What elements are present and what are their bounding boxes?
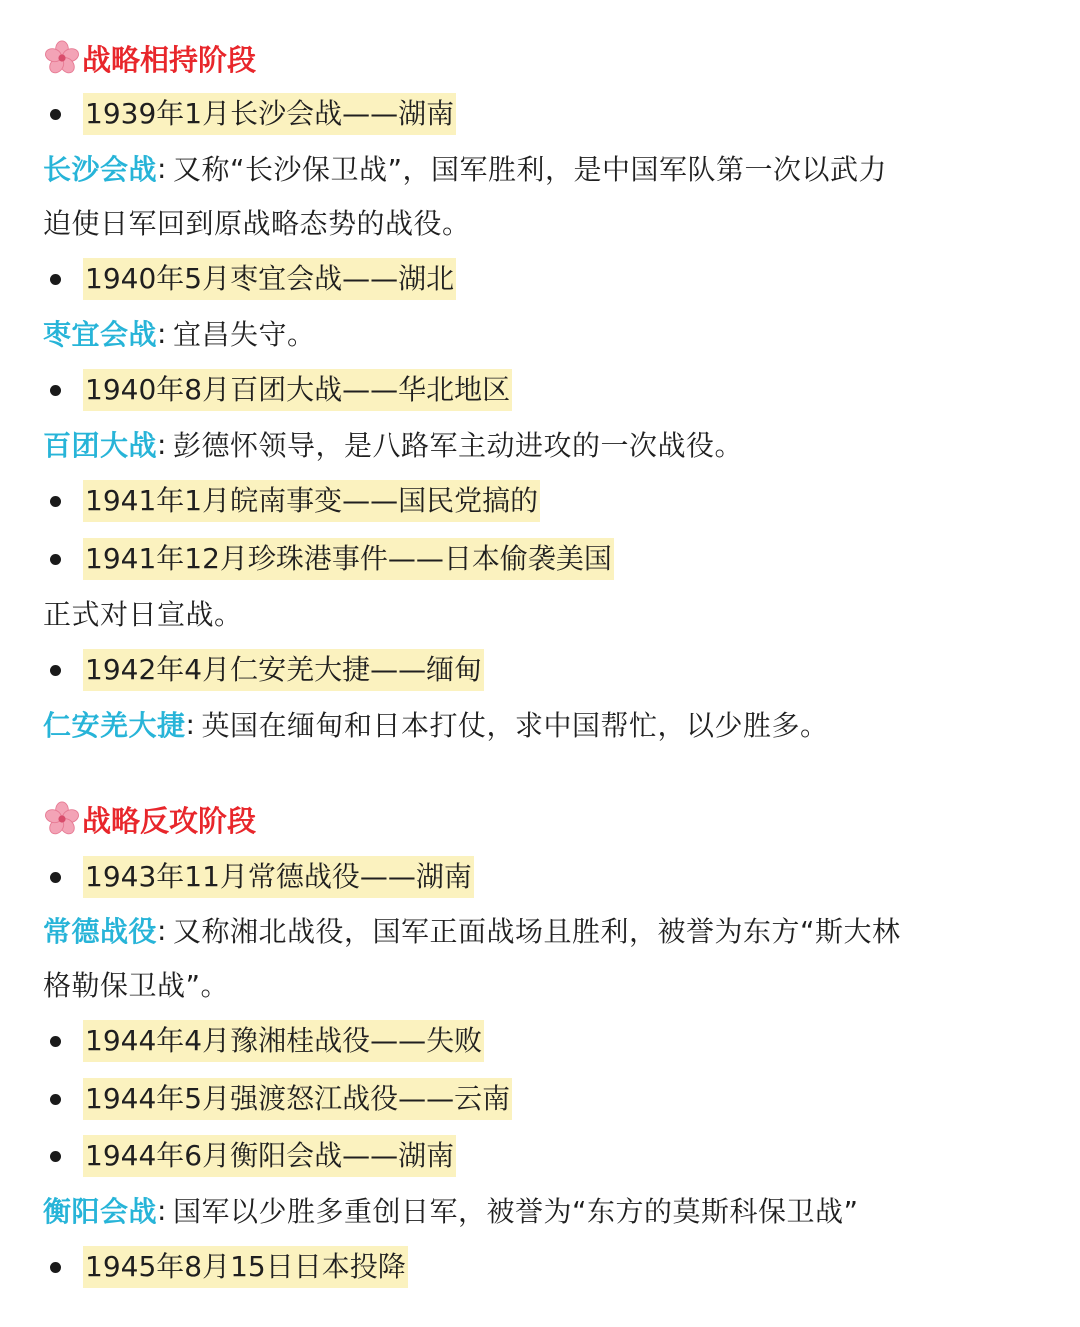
description-continuation (43, 199, 471, 245)
event-description: 百团大战 : 彭德怀领导，是八路军主动进攻的一次战役。 (43, 421, 743, 467)
event-text: 1944年4月豫湘桂战役——失败 (83, 1020, 484, 1062)
event-item (50, 647, 484, 693)
event-term: 枣宜会战 (43, 318, 158, 351)
event-description: 枣宜会战 : 宜昌失守。 (43, 310, 315, 356)
description-text: 格勒保卫战”。 (43, 969, 230, 1002)
plain-text-line (43, 590, 243, 636)
description-text: 正式对日宣战。 (43, 598, 243, 631)
description-text: 又称湘北战役，国军正面战场且胜利，被誉为东方“斯大林 (172, 915, 901, 948)
event-item (50, 1244, 408, 1290)
bullet-dot (50, 109, 61, 120)
description-text: 又称“长沙保卫战”，国军胜利，是中国军队第一次以武力 (172, 153, 887, 186)
event-term: 衡阳会战 (43, 1195, 158, 1228)
event-item (50, 854, 474, 900)
event-description: 仁安羌大捷 : 英国在缅甸和日本打仗，求中国帮忙，以少胜多。 (43, 701, 828, 747)
bullet-dot (50, 385, 61, 396)
description-text: 宜昌失守。 (172, 318, 316, 351)
event-description: 常德战役 : 又称湘北战役，国军正面战场且胜利，被誉为东方“斯大林 (43, 907, 900, 953)
event-item (50, 1018, 484, 1064)
bullet-dot (50, 872, 61, 883)
section-title: 战略反攻阶段 (82, 803, 257, 838)
bullet-dot (50, 496, 61, 507)
bullet-dot (50, 1094, 61, 1105)
event-text: 1940年5月枣宜会战——湖北 (83, 258, 456, 300)
event-text: 1944年6月衡阳会战——湖南 (83, 1135, 456, 1177)
event-item (50, 91, 456, 137)
event-text: 1941年12月珍珠港事件——日本偷袭美国 (83, 538, 614, 580)
description-continuation (43, 961, 229, 1007)
description-text: 彭德怀领导，是八路军主动进攻的一次战役。 (172, 429, 743, 462)
event-text: 1945年8月15日日本投降 (83, 1246, 408, 1288)
event-term: 仁安羌大捷 (43, 709, 186, 742)
description-text: 迫使日军回到原战略态势的战役。 (43, 207, 471, 240)
event-description: 衡阳会战 : 国军以少胜多重创日军，被誉为“东方的莫斯科保卫战” (43, 1187, 858, 1233)
section-heading (44, 36, 256, 80)
section-heading (44, 797, 256, 841)
event-term: 长沙会战 (43, 153, 158, 186)
description-text: 英国在缅甸和日本打仗，求中国帮忙，以少胜多。 (201, 709, 829, 742)
sakura-flower-icon (44, 801, 80, 837)
event-text: 1939年1月长沙会战——湖南 (83, 93, 456, 135)
event-item (50, 536, 614, 582)
event-text: 1943年11月常德战役——湖南 (83, 856, 474, 898)
event-term: 常德战役 (43, 915, 158, 948)
event-term: 百团大战 (43, 429, 158, 462)
bullet-dot (50, 1036, 61, 1047)
bullet-dot (50, 1151, 61, 1162)
bullet-dot (50, 665, 61, 676)
event-description: 长沙会战 : 又称“长沙保卫战”，国军胜利，是中国军队第一次以武力 (43, 145, 887, 191)
event-text: 1944年5月强渡怒江战役——云南 (83, 1078, 512, 1120)
event-text: 1940年8月百团大战——华北地区 (83, 369, 512, 411)
event-item (50, 1133, 456, 1179)
event-item (50, 367, 512, 413)
section-title: 战略相持阶段 (82, 42, 257, 77)
description-text: 国军以少胜多重创日军，被誉为“东方的莫斯科保卫战” (172, 1195, 859, 1228)
event-item (50, 256, 456, 302)
event-item (50, 1076, 512, 1122)
event-text: 1941年1月皖南事变——国民党搞的 (83, 480, 540, 522)
event-item (50, 478, 540, 524)
event-text: 1942年4月仁安羌大捷——缅甸 (83, 649, 484, 691)
bullet-dot (50, 1262, 61, 1273)
sakura-flower-icon (44, 40, 80, 76)
bullet-dot (50, 274, 61, 285)
bullet-dot (50, 554, 61, 565)
